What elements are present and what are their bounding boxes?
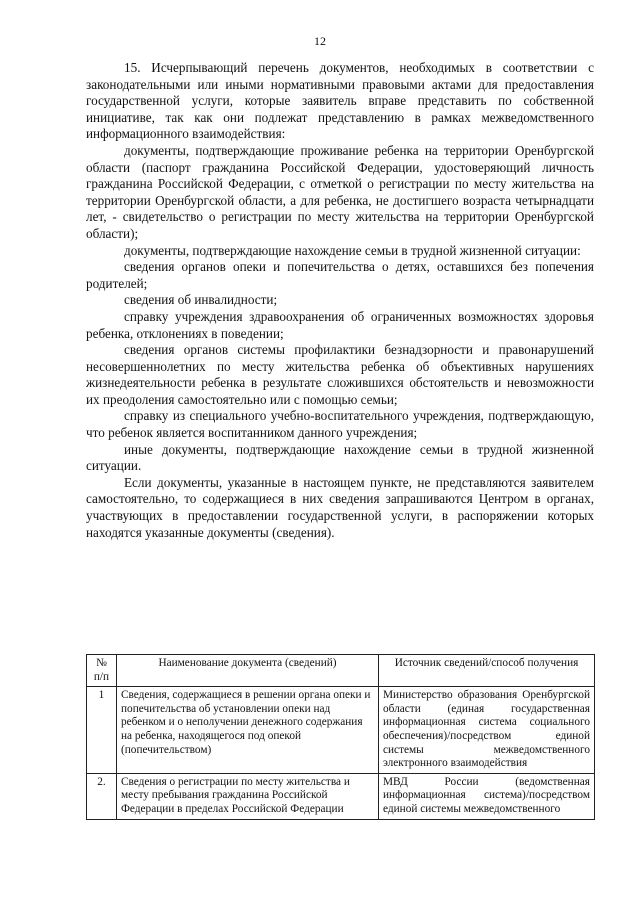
- row-number: 1: [87, 687, 117, 774]
- paragraph-other-docs: иные документы, подтверждающие нахождение семьи в трудной жизненной ситуации.: [86, 441, 594, 474]
- row-document-name-text: Сведения о регистрации по месту жительства и месту пребывания гражданина Российской Федерации в пределах Российской Федерации: [121, 775, 350, 815]
- paragraph-15-intro: 15. Исчерпывающий перечень документов, необходимых в соответствии с законодательными или иными нормативными правовыми актами для предоставления государственной услуги, которые заявитель вправе представить по собственной инициативе, так как они подлежат представлению в рамках межведомственного информационного взаимодействия:: [86, 60, 594, 142]
- row-document-name: Сведения, содержащиеся в решении органа опеки и попечительства об установлении опеки над ребенком и о неполучении денежного содержания на ребенка, находящегося под опекой (попечительством): [117, 687, 379, 774]
- paragraph-guardianship: сведения органов опеки и попечительства о детях, оставшихся без попечения родителей;: [86, 259, 594, 291]
- row-number: 2.: [87, 773, 117, 819]
- paragraph-hardship-docs: документы, подтверждающие нахождение семьи в трудной жизненной ситуации:: [124, 242, 581, 258]
- row-source: Министерство образования Оренбургской области (единая государственная информационная система социального обеспечения)/посредством единой системы межведомственного электронного взаимодействия: [379, 687, 595, 774]
- page-number: 12: [314, 34, 326, 48]
- paragraph-special-school: справку из специального учебно-воспитательного учреждения, подтверждающую, что ребенок является воспитанником данного учреждения;: [86, 408, 594, 441]
- documents-table: [86, 654, 595, 820]
- paragraph-interagency-request: Если документы, указанные в настоящем пункте, не представляются заявителем самостоятельно, то содержащиеся в них сведения запрашиваются Центром в органах, участвующих в предоставлении государственной услуги, в распоряжении которых находятся указанные документы (сведения).: [86, 474, 594, 540]
- paragraph-disability: сведения об инвалидности;: [124, 292, 278, 308]
- row-source: [379, 773, 595, 819]
- header-number: № п/п: [87, 655, 117, 687]
- documents-table-wrapper: [86, 654, 594, 820]
- header-document-name: Наименование документа (сведений): [117, 655, 379, 687]
- paragraph-prevention-bodies: сведения органов системы профилактики безнадзорности и правонарушений несовершеннолетних по месту жительства ребенка об объективных нарушениях жизнедеятельности ребенка в результате сложившихся обстоятельств и невозможности их преодоления самостоятельно или с помощью семьи;: [86, 342, 594, 407]
- row-document-name: [117, 773, 379, 819]
- table-row: [87, 687, 595, 774]
- table-row: [87, 773, 595, 819]
- paragraph-residence-docs: документы, подтверждающие проживание ребенка на территории Оренбургской области (паспорт гражданина Российской Федерации, удостоверяющий личность гражданина Российской Федерации, с отметкой о регистрации по месту жительства на территории Оренбургской области, а для ребенка, не достигшего возраста четырнадцати лет, - свидетельство о регистрации по месту жительства на территории Оренбургской области);: [86, 142, 594, 241]
- row-source-text: МВД России (ведомственная информационная система)/посредством единой системы межведомственного: [383, 775, 590, 815]
- paragraph-health-certificate: справку учреждения здравоохранения об ограниченных возможностях здоровья ребенка, отклонениях в поведении;: [86, 308, 594, 341]
- header-source: Источник сведений/способ получения: [379, 655, 595, 687]
- document-body: [86, 60, 594, 541]
- table-header-row: [87, 655, 595, 687]
